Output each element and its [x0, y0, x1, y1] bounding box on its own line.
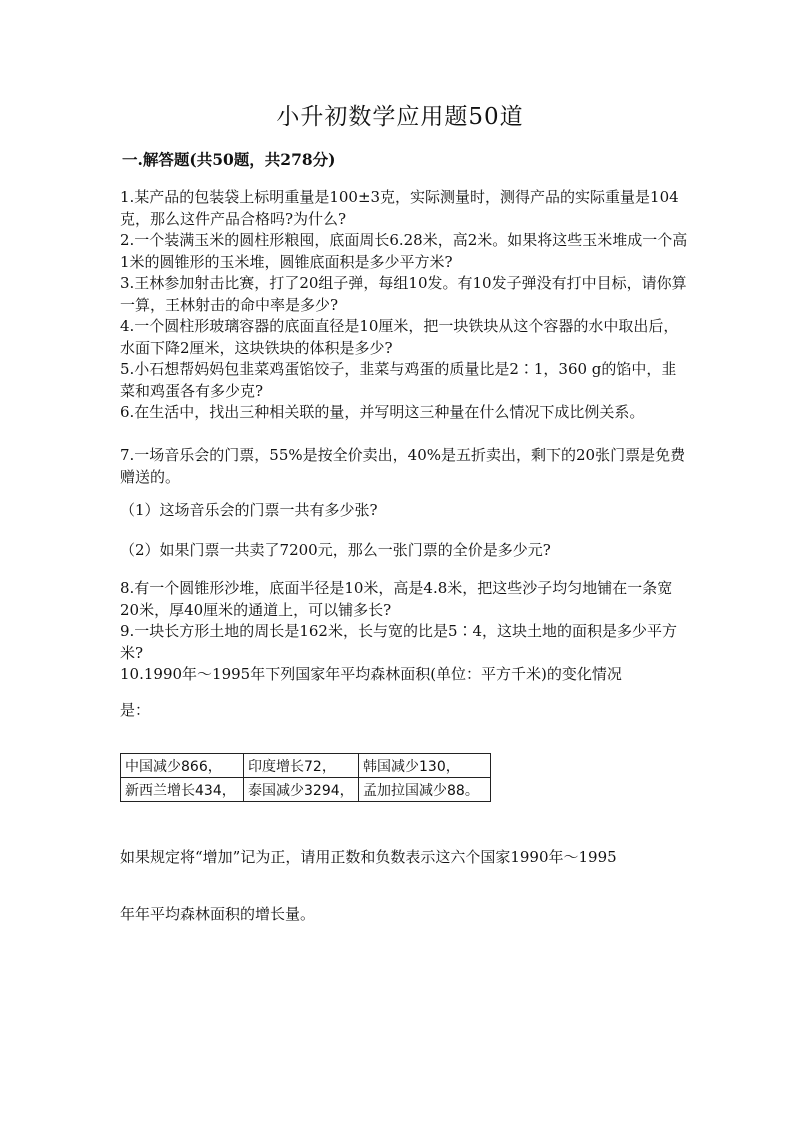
table-cell: 韩国减少130， [359, 754, 491, 778]
question-10-continuation: 是： [120, 701, 151, 719]
question-7: 7.一场音乐会的门票，55%是按全价卖出，40%是五折卖出，剩下的20张门票是免费赠送的。 [120, 446, 686, 486]
question-2: 2.一个装满玉米的圆柱形粮囤，底面周长6.28米，高2米。如果将这些玉米堆成一个高1米的圆锥形的玉米堆，圆锥底面积是多少平方米? [120, 231, 688, 271]
question-9: 9.一块长方形土地的周长是162米，长与宽的比是5∶4，这块土地的面积是多少平方米? [120, 622, 678, 662]
table-cell: 印度增长72， [244, 754, 359, 778]
question-6: 6.在生活中，找出三种相关联的量，并写明这三种量在什么情况下成比例关系。 [120, 403, 645, 421]
table-cell: 新西兰增长434， [121, 778, 244, 802]
question-10-task-line-2: 年年平均森林面积的增长量。 [120, 905, 316, 923]
question-3: 3.王林参加射击比赛，打了20组子弹，每组10发。有10发子弹没有打中目标，请你算一算，王林射击的命中率是多少? [120, 274, 687, 314]
question-1: 1.某产品的包装袋上标明重量是100±3克，实际测量时，测得产品的实际重量是104克，那么这件产品合格吗?为什么? [120, 188, 679, 228]
question-4: 4.一个圆柱形玻璃容器的底面直径是10厘米，把一块铁块从这个容器的水中取出后，水面下降2厘米，这块铁块的体积是多少? [120, 317, 679, 357]
question-10-task-line-1: 如果规定将“增加”记为正，请用正数和负数表示这六个国家1990年～1995 [120, 848, 617, 866]
question-8: 8.有一个圆锥形沙堆，底面半径是10米，高是4.8米，把这些沙子均匀地铺在一条宽20米，厚40厘米的通道上，可以铺多长? [120, 579, 673, 619]
question-7-part-1: （1）这场音乐会的门票一共有多少张? [120, 501, 378, 519]
question-10: 10.1990年～1995年下列国家年平均森林面积(单位：平方千米)的变化情况 [120, 665, 622, 683]
table-cell: 泰国减少3294， [244, 778, 359, 802]
table-cell: 中国减少866， [121, 754, 244, 778]
question-5: 5.小石想帮妈妈包韭菜鸡蛋馅饺子，韭菜与鸡蛋的质量比是2∶1，360 g的馅中，韭菜和鸡蛋各有多少克? [120, 360, 677, 400]
table-row [121, 754, 491, 778]
table-row [121, 778, 491, 802]
question-7-part-2: （2）如果门票一共卖了7200元，那么一张门票的全价是多少元? [120, 541, 551, 559]
table-cell: 孟加拉国减少88。 [359, 778, 491, 802]
section-heading: 一.解答题(共50题，共278分) [122, 150, 336, 169]
forest-area-table [120, 753, 491, 802]
page-title: 小升初数学应用题50道 [276, 104, 524, 130]
